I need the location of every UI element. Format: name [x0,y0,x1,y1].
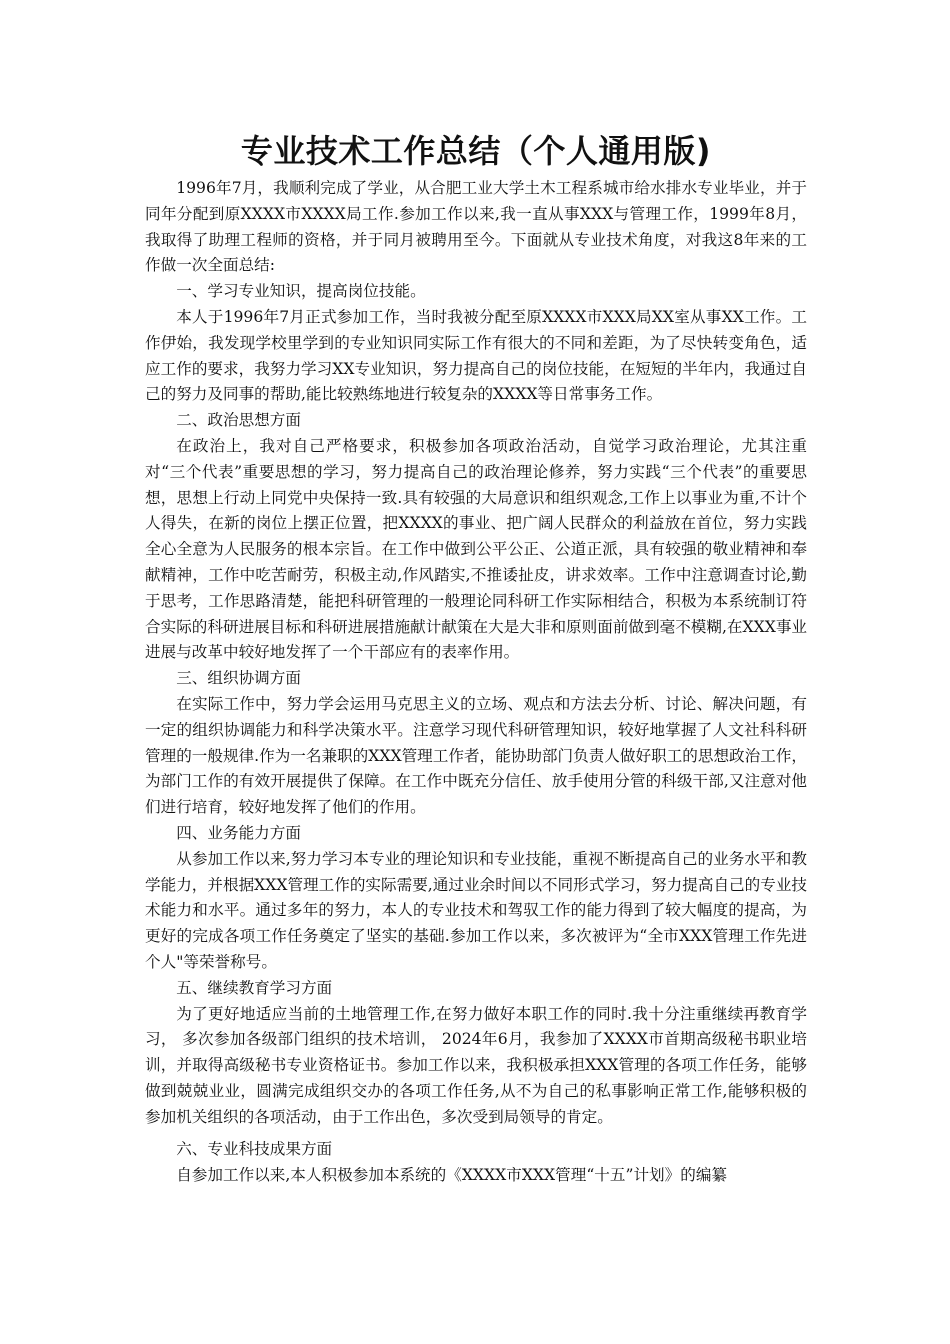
section-1-paragraph: 本人于1996年7月正式参加工作，当时我被分配至原XXXX市XXX局XX室从事XX工作。工作伊始，我发现学校里学到的专业知识同实际工作有很大的不同和差距，为了尽快转变角色，适应工作的要求，我努力学习XX专业知识，努力提高自己的岗位技能，在短短的半年内，我通过自己的努力及同事的帮助,能比较熟练地进行较复杂的XXXX等日常事务工作。 [145,307,807,404]
intro-paragraph: 1996年7月，我顺利完成了学业，从合肥工业大学土木工程系城市给水排水专业毕业，并于同年分配到原XXXX市XXXX局工作.参加工作以来,我一直从事XXX与管理工作，1999年8月，我取得了助理工程师的资格，并于同月被聘用至今。下面就从专业技术角度，对我这8年来的工作做一次全面总结: [145,179,807,275]
section-5-heading: 五、继续教育学习方面 [176,978,333,997]
section-6-heading: 六、专业科技成果方面 [176,1140,333,1159]
section-4-paragraph: 从参加工作以来,努力学习本专业的理论知识和专业技能，重视不断提高自己的业务水平和教学能力，并根据XXX管理工作的实际需要,通过业余时间以不同形式学习，努力提高自己的专业技术能力和水平。通过多年的努力，本人的专业技术和驾驭工作的能力得到了较大幅度的提高，为更好的完成各项工作任务奠定了坚实的基础.参加工作以来，多次被评为“全市XXX管理工作先进个人"等荣誉称号。 [145,849,808,971]
document-title: 专业技术工作总结（个人通用版) [240,132,712,170]
section-1-heading: 一、学习专业知识，提高岗位技能。 [176,282,426,301]
section-2-heading: 二、政治思想方面 [176,411,301,430]
document-body [145,176,807,1189]
section-2-paragraph: 在政治上，我对自己严格要求，积极参加各项政治活动，自觉学习政治理论，尤其注重对“三个代表”重要思想的学习，努力提高自己的政治理论修养，努力实践“三个代表”的重要思想，思想上行动上同党中央保持一致.具有较强的大局意识和组织观念,工作上以事业为重,不计个人得失，在新的岗位上摆正位置，把XXXX的事业、把广阔人民群众的利益放在首位，努力实践全心全意为人民服务的根本宗旨。在工作中做到公平公正、公道正派，具有较强的敬业精神和奉献精神，工作中吃苦耐劳，积极主动,作风踏实,不推诿扯皮，讲求效率。工作中注意调查讨论,勤于思考，工作思路清楚，能把科研管理的一般理论同科研工作实际相结合，积极为本系统制订符合实际的科研进展目标和科研进展措施献计献策在大是大非和原则面前做到毫不模糊,在XXX事业进展与改革中较好地发挥了一个干部应有的表率作用。 [145,436,808,662]
section-5-paragraph: 为了更好地适应当前的土地管理工作,在努力做好本职工作的同时.我十分注重继续再教育学习， 多次参加各级部门组织的技术培训， 2024年6月，我参加了XXXX市首期高级秘书职业培训，并取得高级秘书专业资格证书。参加工作以来，我积极承担XXX管理的各项工作任务，能够做到兢兢业业，圆满完成组织交办的各项工作任务,从不为自己的私事影响正常工作,能够积极的参加机关组织的各项活动，由于工作出色，多次受到局领导的肯定。 [145,1004,807,1126]
section-3-paragraph: 在实际工作中，努力学会运用马克思主义的立场、观点和方法去分析、讨论、解决问题，有一定的组织协调能力和科学决策水平。注意学习现代科研管理知识，较好地掌握了人文社科科研管理的一般规律.作为一名兼职的XXX管理工作者，能协助部门负责人做好职工的思想政治工作，为部门工作的有效开展提供了保障。在工作中既充分信任、放手使用分管的科级干部,又注意对他们进行培育，较好地发挥了他们的作用。 [145,694,808,817]
section-3-heading: 三、组织协调方面 [176,669,301,688]
section-6-paragraph: 自参加工作以来,本人积极参加本系统的《XXXX市XXX管理“十五”计划》的编纂 [176,1166,728,1185]
section-4-heading: 四、业务能力方面 [176,823,301,842]
